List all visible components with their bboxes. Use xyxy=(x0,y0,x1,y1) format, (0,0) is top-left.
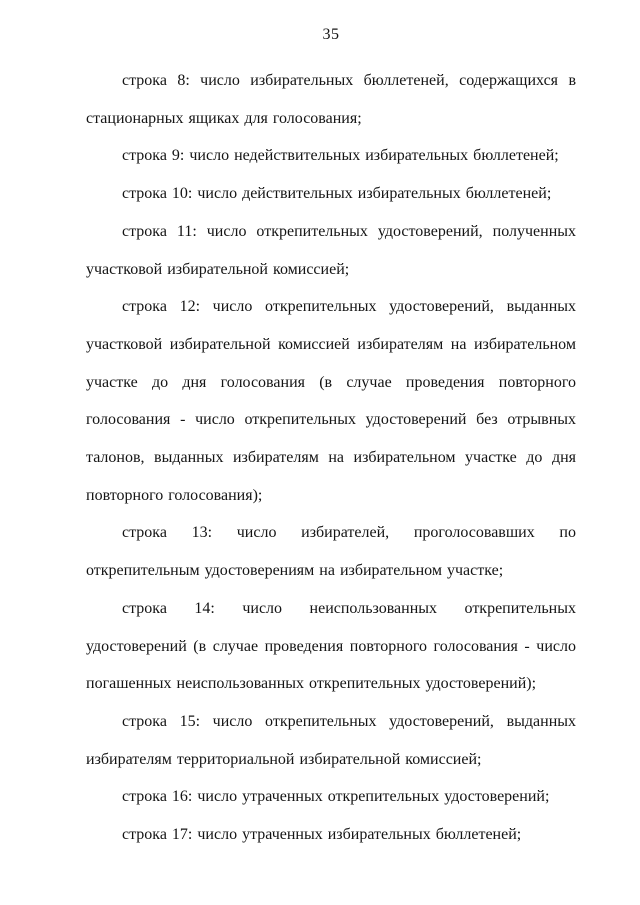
paragraph-line-14: строка 14: число неиспользованных открепительных удостоверений (в случае проведения повторного голосования - число погашенных неиспользованных открепительных удостоверений); xyxy=(86,599,576,693)
paragraph-line-15: строка 15: число открепительных удостоверений, выданных избирателям территориальной избирательной комиссией; xyxy=(86,712,576,768)
page-number: 35 xyxy=(322,26,340,43)
paragraph-line-17: строка 17: число утраченных избирательных бюллетеней; xyxy=(122,826,522,844)
paragraph-line-12: строка 12: число открепительных удостоверений, выданных участковой избирательной комиссией избирателям на избирательном участке до дня голосования (в случае проведения повторного голосования - число открепительных удостоверений без отрывных талонов, выданных избирателям на избирательном участке до дня повторного голосования); xyxy=(86,298,576,504)
paragraph-line-16: строка 16: число утраченных открепительных удостоверений; xyxy=(122,788,550,806)
paragraph-line-10: строка 10: число действительных избирательных бюллетеней; xyxy=(122,185,552,203)
paragraph-line-9: строка 9: число недействительных избирательных бюллетеней; xyxy=(122,147,559,165)
paragraph-line-11: строка 11: число открепительных удостоверений, полученных участковой избирательной комиссией; xyxy=(86,222,576,278)
paragraph-line-13: строка 13: число избирателей, проголосовавших по открепительным удостоверениям на избирательном участке; xyxy=(86,524,576,580)
document-body xyxy=(0,44,640,854)
paragraph-line-8: строка 8: число избирательных бюллетеней, содержащихся в стационарных ящиках для голосования; xyxy=(86,72,576,127)
